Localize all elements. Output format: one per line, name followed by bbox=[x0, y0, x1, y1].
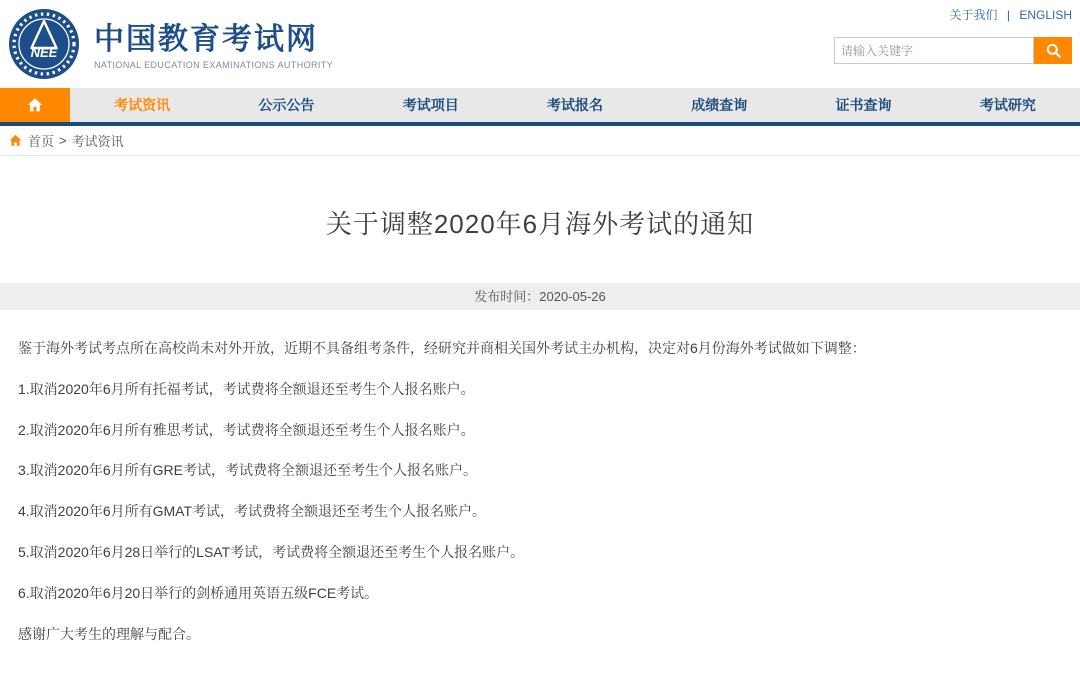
article-paragraph: 4.取消2020年6月所有GMAT考试，考试费将全额退还至考生个人报名账户。 bbox=[18, 503, 487, 520]
main-nav bbox=[0, 88, 1080, 126]
site-titles bbox=[94, 24, 333, 70]
site-logo-link[interactable] bbox=[8, 8, 333, 80]
search-input[interactable] bbox=[834, 37, 1034, 64]
nav-home-button[interactable] bbox=[0, 88, 70, 122]
search-icon bbox=[1045, 42, 1062, 59]
nav-item-exam-news[interactable]: 考试资讯 bbox=[114, 97, 171, 113]
article-paragraph: 感谢广大考生的理解与配合。 bbox=[18, 625, 200, 642]
breadcrumb-separator: > bbox=[59, 133, 67, 148]
search-box bbox=[834, 37, 1072, 64]
site-title: 中国教育考试网 bbox=[94, 23, 318, 57]
article-title: 关于调整2020年6月海外考试的通知 bbox=[325, 209, 755, 239]
nav-item-announcements[interactable]: 公示公告 bbox=[258, 97, 315, 113]
top-links bbox=[834, 6, 1072, 23]
article-body bbox=[0, 310, 1080, 686]
breadcrumb-home-link[interactable]: 首页 bbox=[28, 134, 55, 149]
site-header bbox=[0, 0, 1080, 88]
header-right bbox=[834, 6, 1072, 64]
breadcrumb-current: 考试资讯 bbox=[71, 134, 124, 149]
article-paragraph: 鉴于海外考试考点所在高校尚未对外开放，近期不具备组考条件，经研究并商相关国外考试主办机构，决定对6月份海外考试做如下调整： bbox=[18, 340, 866, 356]
article-paragraph: 5.取消2020年6月28日举行的LSAT考试，考试费将全额退还至考生个人报名账户。 bbox=[18, 543, 525, 560]
publish-time-bar: 发布时间：2020-05-26 bbox=[0, 283, 1080, 310]
breadcrumb-home-icon bbox=[8, 133, 23, 148]
breadcrumb bbox=[0, 126, 1080, 156]
article bbox=[0, 204, 1080, 686]
home-icon bbox=[26, 96, 44, 114]
english-link[interactable]: ENGLISH bbox=[1019, 8, 1072, 22]
nav-item-exam-registration[interactable]: 考试报名 bbox=[546, 97, 603, 113]
site-subtitle: NATIONAL EDUCATION EXAMINATIONS AUTHORITY bbox=[94, 59, 334, 70]
nav-item-exam-programs[interactable]: 考试项目 bbox=[402, 97, 459, 113]
about-us-link[interactable]: 关于我们 bbox=[949, 8, 998, 22]
nav-item-score-inquiry[interactable]: 成绩查询 bbox=[691, 97, 748, 113]
nav-item-certificate-inquiry[interactable]: 证书查询 bbox=[835, 97, 892, 113]
neea-logo-icon bbox=[8, 8, 80, 80]
search-button[interactable] bbox=[1034, 37, 1072, 64]
article-paragraph: 3.取消2020年6月所有GRE考试，考试费将全额退还至考生个人报名账户。 bbox=[18, 462, 477, 479]
article-paragraph: 2.取消2020年6月所有雅思考试，考试费将全额退还至考生个人报名账户。 bbox=[18, 421, 475, 438]
nav-item-exam-research[interactable]: 考试研究 bbox=[979, 97, 1036, 113]
article-paragraph: 6.取消2020年6月20日举行的剑桥通用英语五级FCE考试。 bbox=[18, 584, 379, 601]
svg-text:NEE: NEE bbox=[30, 45, 58, 60]
top-links-separator: | bbox=[1006, 8, 1010, 22]
article-paragraph: 1.取消2020年6月所有托福考试，考试费将全额退还至考生个人报名账户。 bbox=[18, 380, 475, 397]
